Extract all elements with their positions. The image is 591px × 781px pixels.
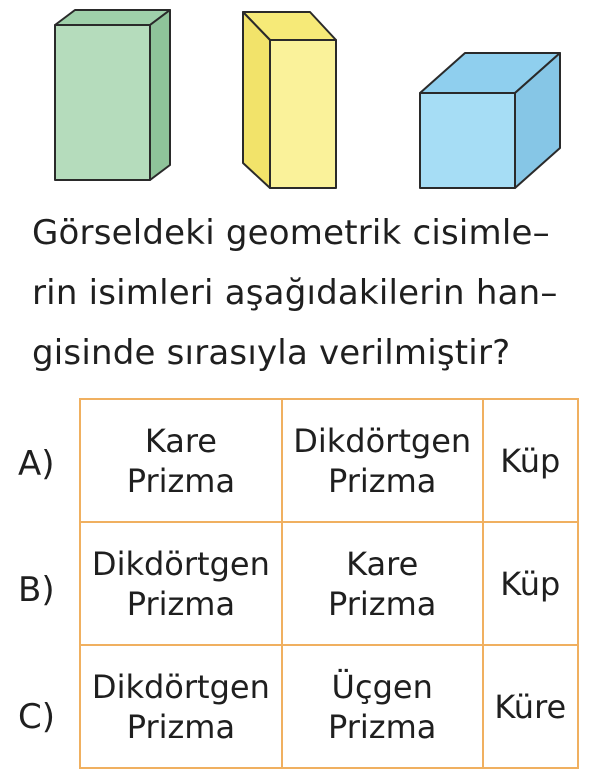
- option-a-shape-3: [483, 399, 578, 522]
- option-c-shape-2-word-2: Prizma: [328, 707, 437, 746]
- option-a-shape-2-word-1: Dikdörtgen: [293, 421, 472, 460]
- option-c-shape-2-word-1: Üçgen: [331, 667, 433, 706]
- option-b-shape-1-word-2: Prizma: [126, 584, 236, 623]
- option-a-shape-1-word-2: Prizma: [126, 461, 236, 500]
- option-c-shape-1-word-2: Prizma: [126, 707, 236, 746]
- option-b-shape-2-word-2: Prizma: [328, 584, 437, 623]
- option-a-shape-1-word-1: Kare: [144, 421, 217, 460]
- option-a-shape-2: [282, 399, 483, 522]
- question-line-1: Görseldeki geometrik cisimle–: [32, 213, 550, 253]
- option-c-shape-3: [483, 645, 578, 768]
- answer-options-table: [79, 398, 579, 769]
- option-label-a[interactable]: A): [18, 444, 55, 484]
- option-b-shape-1-word-1: Dikdörtgen: [91, 544, 270, 583]
- green-prism-shape: [55, 10, 170, 180]
- option-b-shape-3-word-1: Küp: [500, 564, 561, 603]
- question-text: [32, 203, 582, 383]
- option-b-shape-2-word-1: Kare: [346, 544, 419, 583]
- option-b-shape-3: [483, 522, 578, 645]
- option-row-c[interactable]: [80, 645, 578, 768]
- option-row-a[interactable]: [80, 399, 578, 522]
- option-c-shape-1: [80, 645, 282, 768]
- question-line-3: gisinde sırasıyla verilmiştir?: [32, 333, 511, 373]
- option-b-shape-1: [80, 522, 282, 645]
- geometric-solids-illustration: [0, 0, 591, 200]
- option-c-shape-1-word-1: Dikdörtgen: [91, 667, 270, 706]
- question-line-2: rin isimleri aşağıdakilerin han–: [32, 273, 558, 313]
- option-c-shape-2: [282, 645, 483, 768]
- option-c-shape-3-word-1: Küre: [494, 687, 567, 726]
- option-a-shape-3-word-1: Küp: [500, 441, 561, 480]
- option-label-c[interactable]: C): [18, 697, 56, 737]
- blue-cube-shape: [420, 53, 560, 188]
- option-b-shape-2: [282, 522, 483, 645]
- option-a-shape-1: [80, 399, 282, 522]
- option-a-shape-2-word-2: Prizma: [328, 461, 437, 500]
- yellow-prism-shape: [243, 12, 336, 188]
- option-row-b[interactable]: [80, 522, 578, 645]
- option-label-b[interactable]: B): [18, 570, 55, 610]
